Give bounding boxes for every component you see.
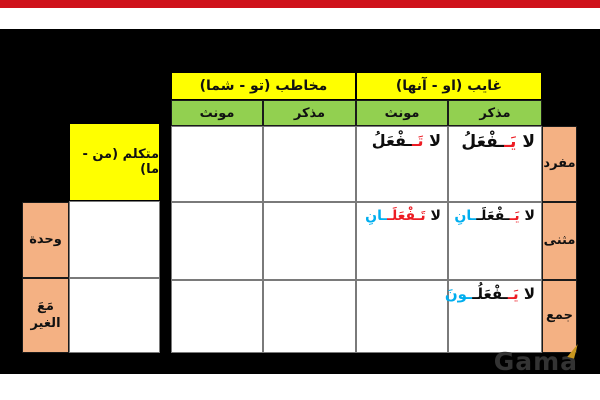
header-gender-ghaib-masc: مذكر <box>448 100 542 126</box>
cell-khatab-fem-singular <box>171 126 263 202</box>
cell-speaker-plural <box>69 278 160 353</box>
header-gender-khatab-fem: مونث <box>171 100 263 126</box>
cell-khatab-fem-dual <box>171 202 263 280</box>
row-label-alone: وحدة <box>22 202 69 278</box>
word-segment: يَـ <box>504 132 517 152</box>
word-segment: ـونَ <box>444 285 473 303</box>
cell-ghaib-masc-dual <box>448 202 542 280</box>
cell-speaker-singular <box>69 201 160 278</box>
word-segment: ـانِ <box>365 208 388 224</box>
header-first-person: متكلم (من - ما) <box>69 123 160 201</box>
row-label-dual: مثنى <box>542 202 577 280</box>
cell-ghaib-masc-plural <box>444 280 542 353</box>
cell-khatab-masc-dual <box>263 202 356 280</box>
word-segment: يَـ <box>507 285 519 303</box>
word-segment: لا <box>423 131 441 150</box>
word-segment: ـفْعَلُ <box>461 132 505 152</box>
cell-ghaib-fem-singular <box>356 126 448 202</box>
word-segment: لا <box>518 285 535 303</box>
top-red-bar <box>0 0 600 8</box>
header-gender-khatab-masc: مذكر <box>263 100 356 126</box>
word-segment: ـفْعَلُ <box>371 131 413 150</box>
word-segment: تَـ <box>412 131 424 150</box>
cell-khatab-masc-singular <box>263 126 356 202</box>
header-second-person: مخاطب (تو - شما) <box>171 72 356 100</box>
word-segment: يَـ <box>509 208 520 224</box>
header-third-person: غايب (او - آنها) <box>356 72 542 100</box>
word-segment: لا <box>519 208 535 224</box>
word-segment: لا <box>516 132 535 152</box>
cell-khatab-masc-plural <box>263 280 356 353</box>
cell-ghaib-masc-singular <box>448 126 542 202</box>
gama-watermark-logo: Gama <box>493 347 578 376</box>
word-segment: لا <box>425 208 441 224</box>
word-segment: تَـفْعَلَـ <box>387 208 426 224</box>
cell-khatab-fem-plural <box>171 280 263 353</box>
word-segment: ـفْعَلَـ <box>476 208 510 224</box>
row-label-with-others: مَعَ الغير <box>22 278 69 353</box>
header-gender-ghaib-fem: مونث <box>356 100 448 126</box>
row-label-singular: مفرد <box>542 126 577 202</box>
cell-ghaib-fem-plural <box>356 280 448 353</box>
word-segment: ـفْعَلُـ <box>472 285 508 303</box>
row-label-plural: جمع <box>542 280 577 353</box>
cell-ghaib-fem-dual <box>356 202 448 280</box>
word-segment: ـانِ <box>454 208 477 224</box>
